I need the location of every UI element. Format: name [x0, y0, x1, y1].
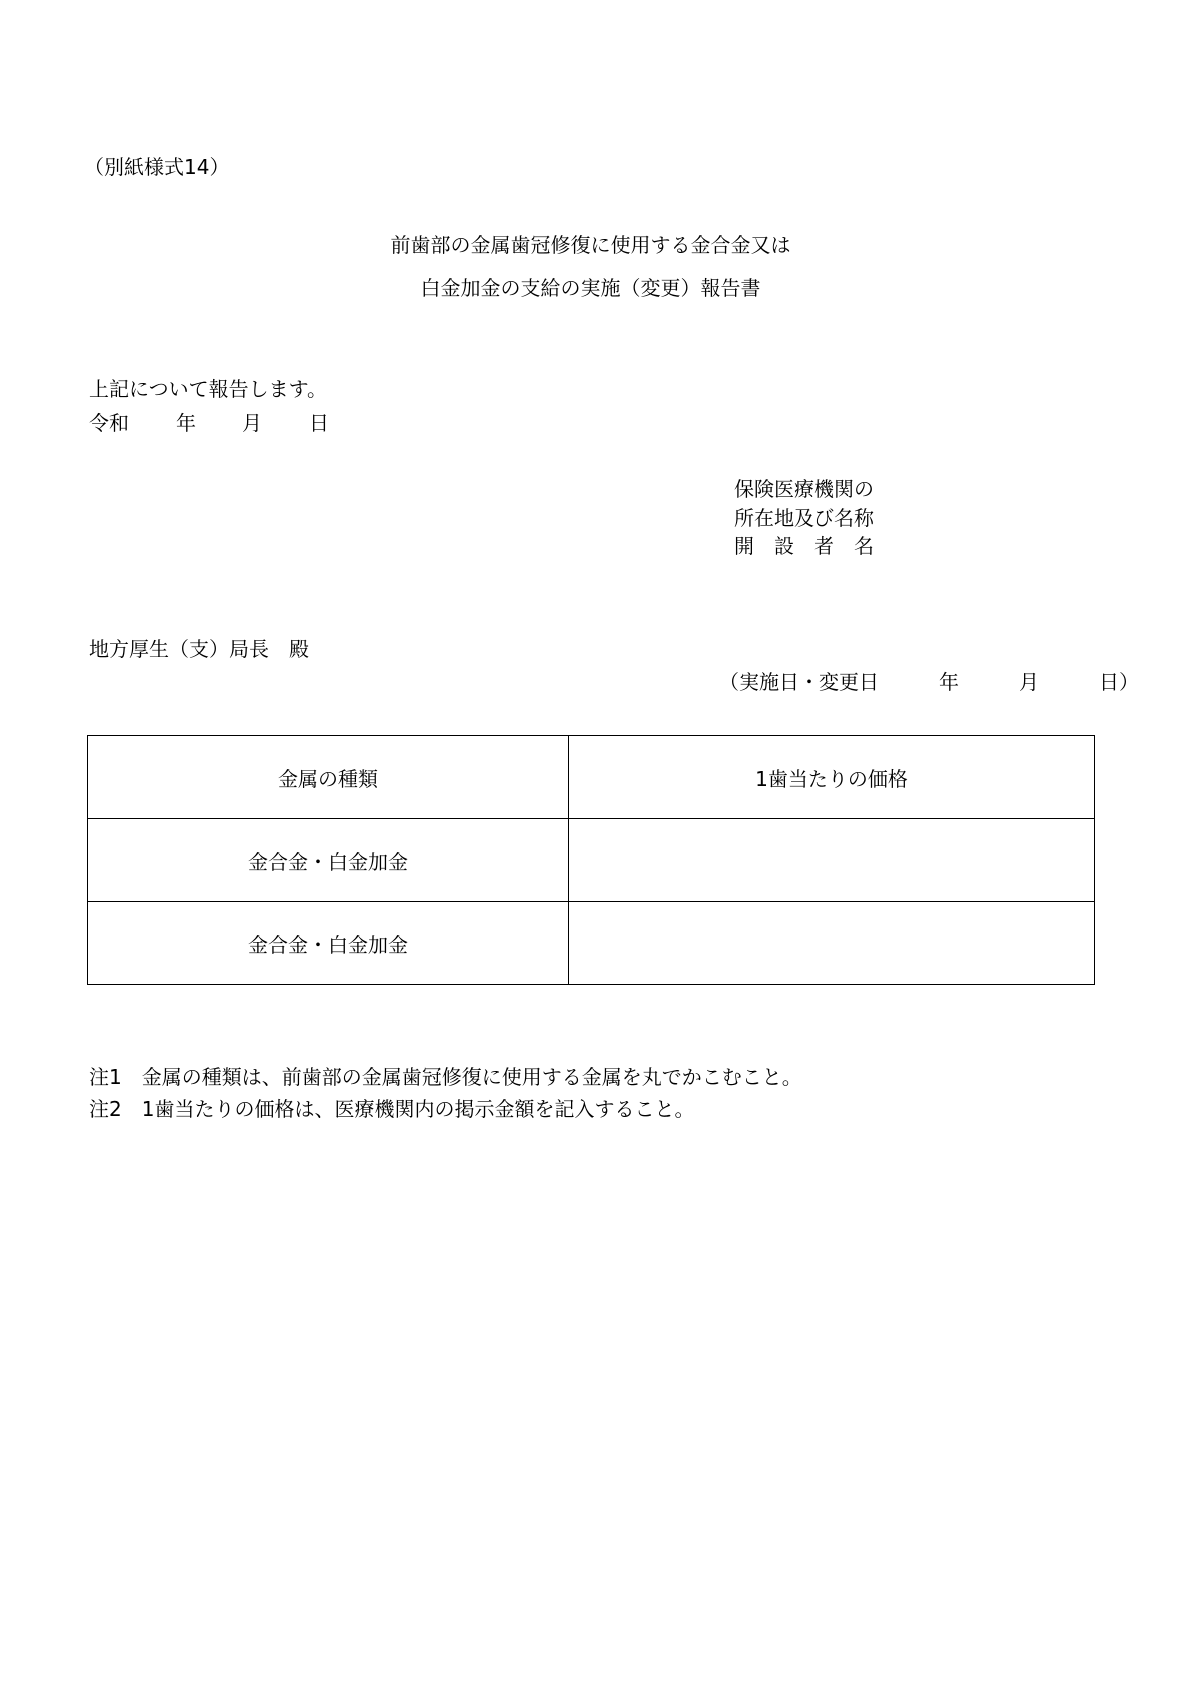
- month-label: 月: [242, 411, 262, 435]
- implementation-date: （実施日・変更日 年 月 日）: [719, 670, 1139, 694]
- day-label: 日: [309, 411, 329, 435]
- table-row: [88, 819, 1095, 902]
- table-row: [88, 902, 1095, 985]
- metal-type-cell: 金合金・白金加金: [88, 819, 569, 902]
- price-cell: [569, 902, 1095, 985]
- price-cell: [569, 819, 1095, 902]
- note-2: 注2 1歯当たりの価格は、医療機関内の掲示金額を記入すること。: [89, 1097, 695, 1121]
- institution-line-2: 所在地及び名称: [734, 506, 874, 530]
- institution-line-3: 開 設 者 名: [734, 534, 874, 558]
- metal-type-cell: 金合金・白金加金: [88, 902, 569, 985]
- title-line-1: 前歯部の金属歯冠修復に使用する金合金又は: [390, 233, 791, 257]
- form-number: （別紙様式14）: [84, 155, 230, 179]
- note-1: 注1 金属の種類は、前歯部の金属歯冠修復に使用する金属を丸でかこむこと。: [89, 1065, 802, 1089]
- year-label: 年: [176, 411, 196, 435]
- header-metal-type: 金属の種類: [88, 736, 569, 819]
- header-price-per-tooth: 1歯当たりの価格: [569, 736, 1095, 819]
- report-statement: 上記について報告します。: [89, 377, 327, 401]
- table-header-row: [88, 736, 1095, 819]
- metal-price-table: [87, 735, 1095, 985]
- addressee: 地方厚生（支）局長 殿: [89, 637, 309, 661]
- title-line-2: 白金加金の支給の実施（変更）報告書: [420, 276, 761, 300]
- institution-line-1: 保険医療機関の: [734, 477, 874, 501]
- era-label: 令和: [89, 411, 129, 435]
